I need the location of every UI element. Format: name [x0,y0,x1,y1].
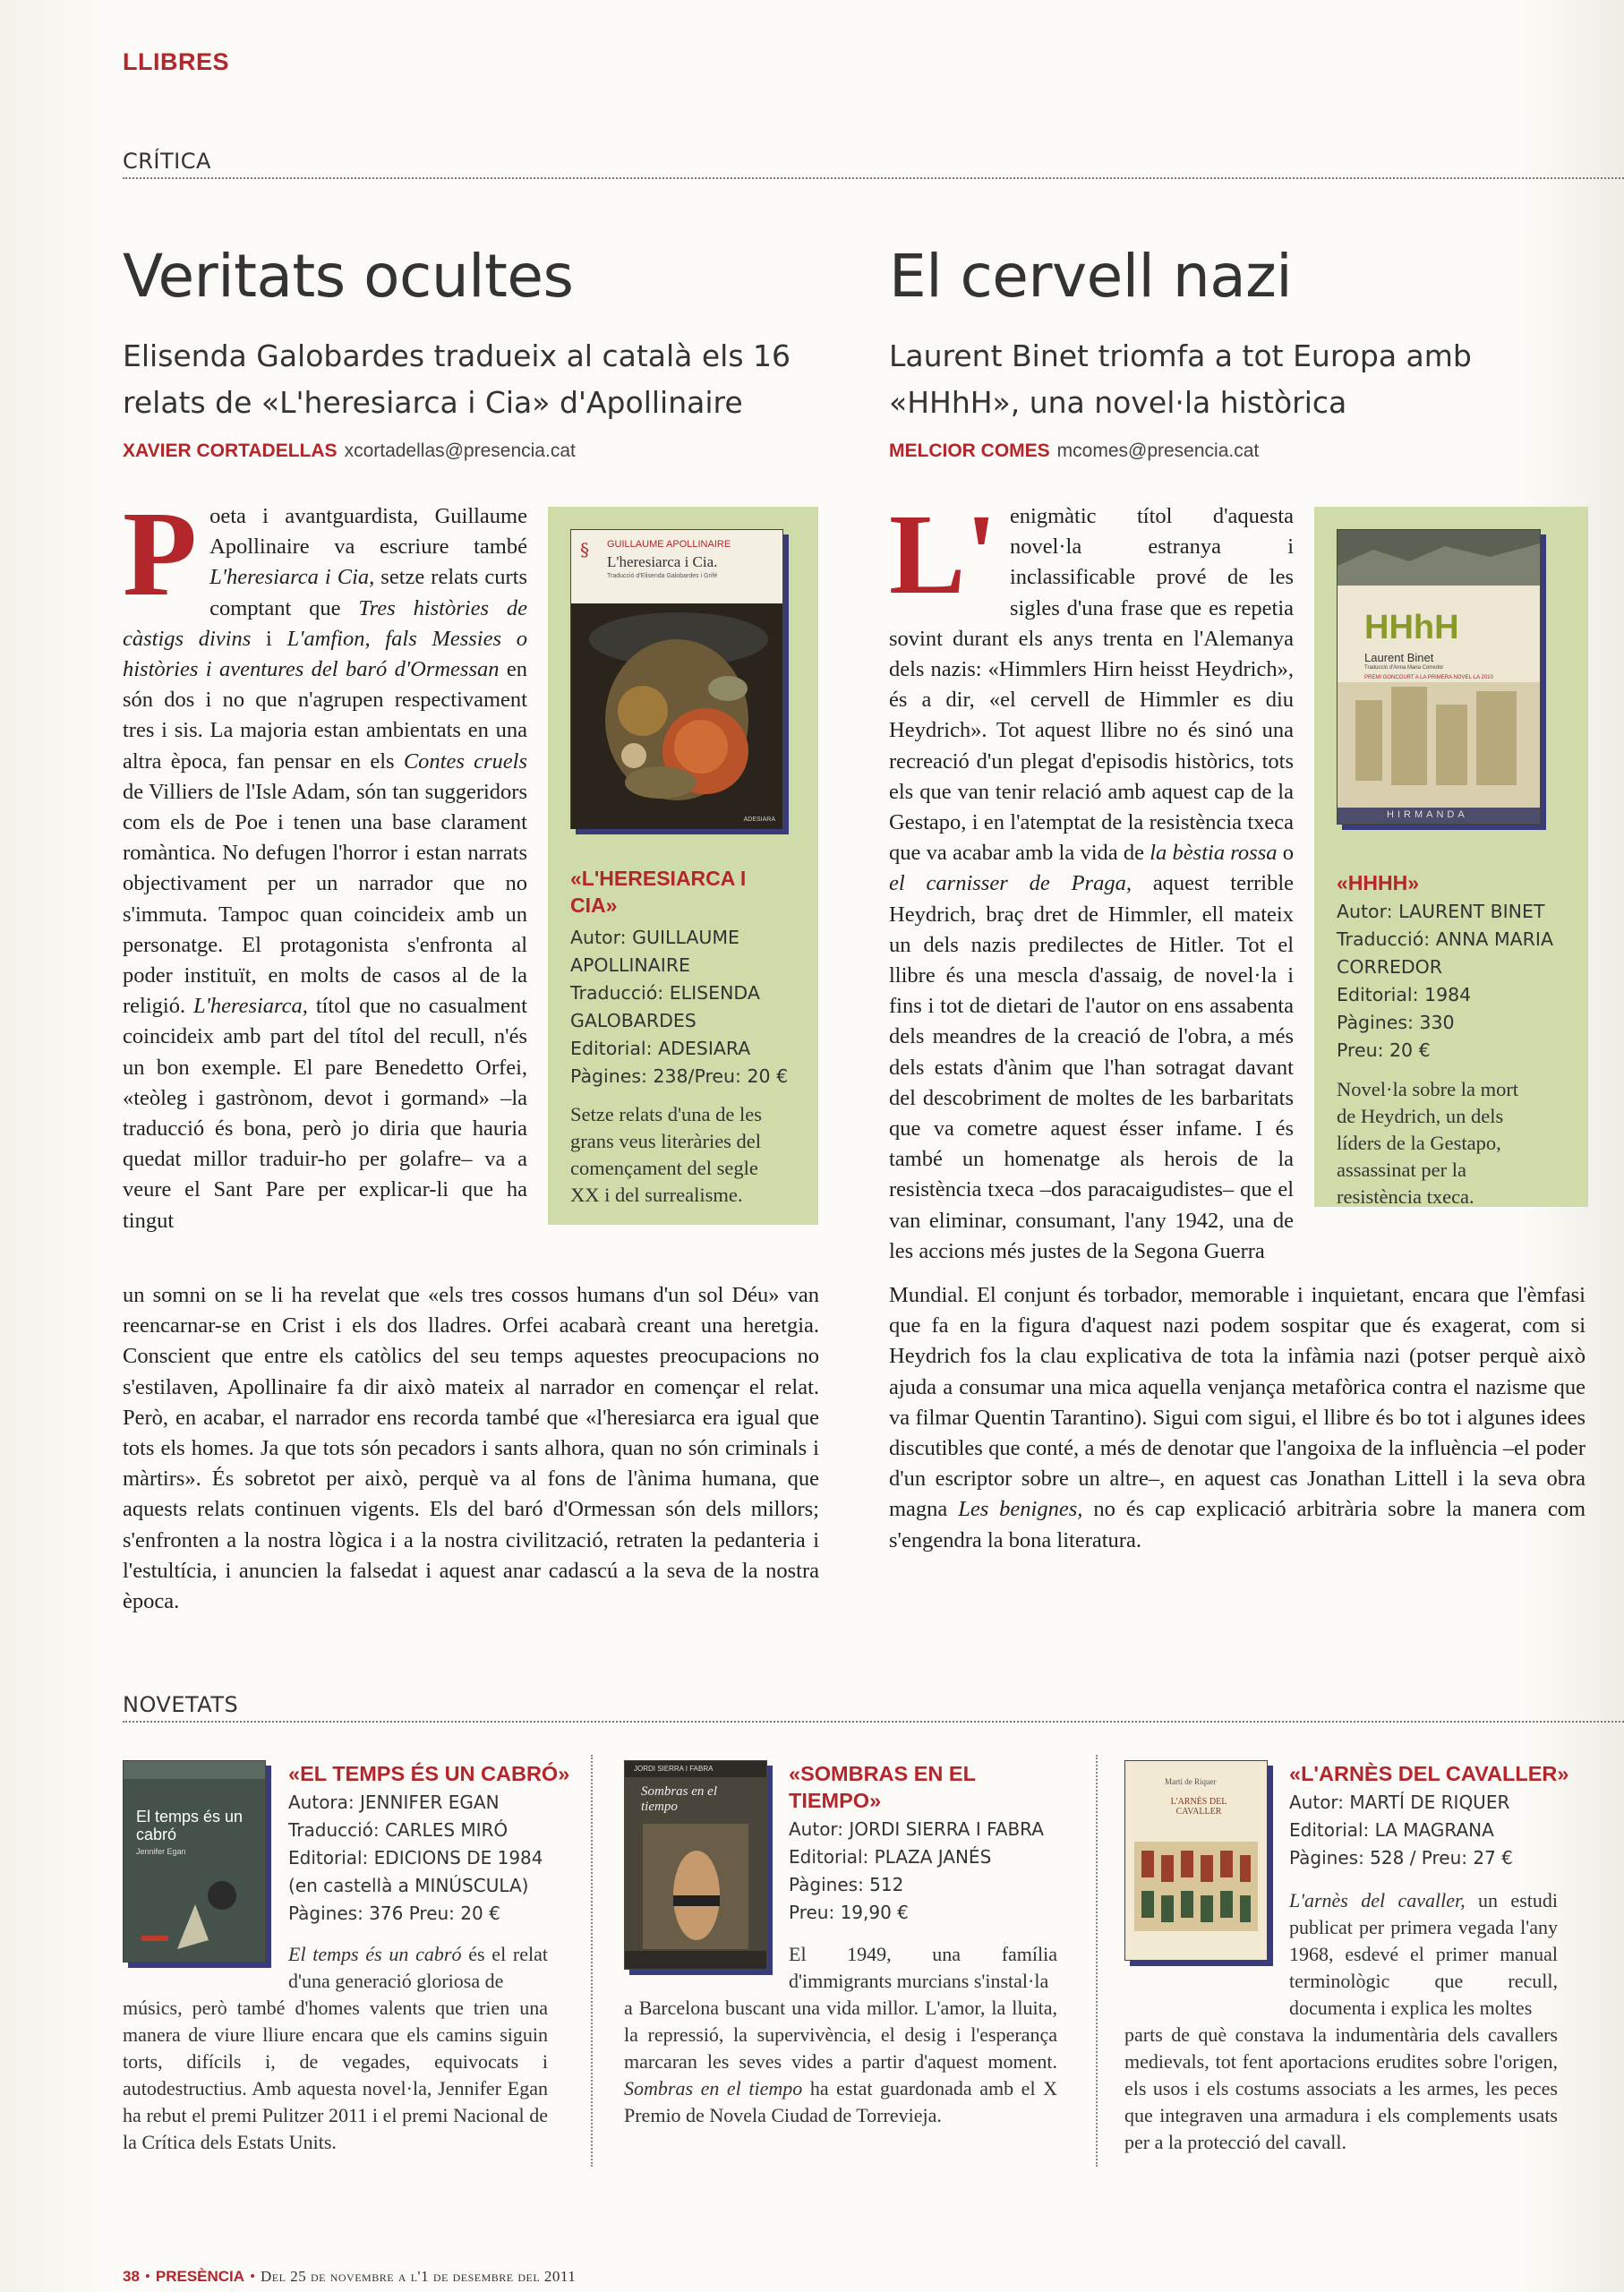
section-label: LLIBRES [123,48,230,75]
cover-author: Jennifer Egan [136,1847,186,1856]
article2-email[interactable]: mcomes@presencia.cat [1056,440,1260,461]
cover-title: Sombras en el tiempo [641,1784,717,1814]
text-run: El 1949, una família d'immigrants murcians s'instal·la [789,1943,1057,1992]
article1-body-col1 [123,501,527,1280]
text-run: setze relats curts comptant que [209,565,527,620]
desc-line: resistència txeca. [1337,1185,1474,1208]
column-divider [1096,1755,1098,2167]
article2-box-title: «HHHH» [1337,871,1420,894]
text-run-italic: L'heresiarca, [192,994,308,1019]
meta-line: GALOBARDES [570,1010,697,1031]
text-run-italic: Contes cruels [403,748,527,774]
novetat1-meta [288,1789,543,1928]
cover-subtitle: Traducció d'Elisenda Galobardes i Grifé [607,573,718,579]
meta-line: Autor: MARTÍ DE RIQUER [1289,1792,1510,1813]
novetat1-desc-bottom [123,1995,548,2156]
novetat3-title: «L'ARNÈS DEL CAVALLER» [1289,1762,1569,1785]
title-line: TIEMPO» [789,1789,882,1812]
novetat2-meta [789,1816,1044,1927]
desc-line: assassinat per la [1337,1159,1466,1181]
cover-translator: Traducció d'Anna Maria Corredor [1364,665,1444,671]
book-cover-sombras [624,1760,767,1970]
cover-title: HHhH [1364,609,1459,646]
article1-box-meta [570,924,788,1090]
meta-line: (en castellà a MINÚSCULA) [288,1875,529,1896]
novetat2-desc-top [789,1941,1057,1995]
article1-author: XAVIER CORTADELLAS [123,440,338,461]
cover-title: L'ARNÈS DEL CAVALLER [1170,1797,1227,1817]
meta-line: Traducció: CARLES MIRÓ [288,1819,509,1841]
page-footer [123,2268,576,2286]
bullet: • [250,2268,256,2285]
text-run: aquest terrible Heydrich, braç dret de Himmler, ell mateix un dels nazis predilectes de Hitler. Tot el llibre és una mescla d'assaig, de novel·la i fins i tot de dietari de l'autor on ens assabenta dels meandres de la creació de l'obra, a més dels estats d'ànim que l'han sotragat davant del descobriment de moltes de les barbaritats que va cometre aquest ésser infame. I és també un homenatge als herois de la resistència txeca –dos paracaigudistes– que el van eliminar, consumant, l'any 1942, una de les accions més justes de la Segona Guerra [889,871,1294,1263]
text-run: títol que no casualment coincideix amb part del títol del recull, n'és un bon exemple. El pare Benedetto Orfei, «teòleg i gastrònom, devot i gormand» –la traducció és bona, però jo diria que hauria quedat millor traduir-ho per golafre– va a veure el Sant Pare per explicar-li que ha tingut [123,994,527,1233]
text-run-italic: El temps és un cabró [288,1943,462,1965]
novetat3-desc-top [1289,1887,1558,2022]
critica-heading: CRÍTICA [123,149,1624,179]
novetat3-meta [1289,1789,1513,1872]
text-run-italic: Les benignes, [958,1497,1083,1522]
meta-line: Editorial: EDICIONS DE 1984 [288,1847,543,1869]
book-cover-heresiarca [570,529,783,829]
article2-dropcap: L' [889,501,997,618]
cover-author: Laurent Binet [1364,651,1434,664]
meta-line: Editorial: ADESIARA [570,1038,751,1059]
desc-line: líders de la Gestapo, [1337,1132,1501,1154]
meta-line: Pàgines: 528 / Preu: 27 € [1289,1847,1513,1869]
text-run: músics, però també d'homes valents que trien una manera de viure lliure encara que els camins siguin torts, difícils i, de vegades, equivocats i autodestructius. Amb aquesta novel·la, Jennifer Egan ha rebut el premi Pulitzer 2011 i el premi Nacional de la Crítica dels Estats Units. [123,1997,548,2153]
cover-author: JORDI SIERRA I FABRA [634,1765,714,1773]
meta-line: Pàgines: 330 [1337,1012,1455,1033]
text-run: parts de què constava la indumentària dels cavallers medievals, tot fent aportacions erudites sobre l'origen, els usos i els costums associats a les armes, les peces que integraven una armadura i els complements usats per a la protecció del cavall. [1124,2023,1558,2153]
text-run: oeta i avantguardista, Guillaume Apollinaire va escriure també [209,504,527,560]
arcimboldo-portrait-image [571,603,782,829]
text-run: és el relat d'una generació gloriosa de [288,1943,548,1992]
cover-title: L'heresiarca i Cia. [607,553,718,570]
meta-line: CORREDOR [1337,956,1443,978]
cover-publisher: ADESIARA [743,817,775,823]
cover-bottom-text: HIRMANDA [1387,809,1468,820]
text-run: i [251,626,287,651]
text-run-italic: el carnisser de Praga, [889,871,1132,896]
novetat1-title: «EL TEMPS ÉS UN CABRÓ» [288,1762,570,1785]
desc-line: grans veus literàries del [570,1130,762,1152]
article2-book-box [1314,507,1588,1207]
article2-box-meta [1337,898,1553,1065]
text-run-italic: la bèstia rossa [1150,841,1278,866]
cover-title: El temps és un cabró [136,1808,244,1843]
meta-line: Editorial: LA MAGRANA [1289,1819,1494,1841]
text-run: en són dos i no que n'agrupen respectivament tres i sis. La majoria estan ambientats en una altra època, fan pensar en els [123,657,527,774]
box-title-line: «L'HERESIARCA I [570,867,747,890]
meta-line: Editorial: PLAZA JANÉS [789,1846,992,1868]
article2-subtitle [889,333,1472,426]
text-run-italic: L'amfion, fals Messies o històries i aventures del baró d'Ormessan [123,626,527,682]
issue-date: Del 25 de novembre a l'1 de desembre del 2011 [261,2268,577,2285]
text-run: enigmàtic títol d'aquesta novel·la estranya i inclassificable prové de les sigles d'una frase que es repetia sovint durant els anys trenta en l'Alemanya dels nazis: «Himmlers Hirn heisst Heydrich», és a dir, «el cervell de Himmler es diu Heydrich». Tot aquest llibre no és sinó una recreació d'un plegat d'episodis històrics, tots els que van tenir relació amb aquest cap de la Gestapo, i en l'atemptat de la resistència txeca que va acabar amb la vida de [889,504,1294,866]
meta-line: APOLLINAIRE [570,954,691,976]
article1-book-box [548,507,818,1225]
desc-line: començament del segle [570,1157,758,1179]
text-run-italic: Tres històries de càstigs divins [123,595,527,651]
novetat3-desc-bottom [1124,2022,1558,2156]
meta-line: Traducció: ANNA MARIA [1337,928,1553,950]
desc-line: Setze relats d'una de les [570,1103,762,1125]
cover-author: Martí de Riquer [1165,1777,1217,1786]
desc-line: XX i del surrealisme. [570,1184,743,1206]
text-run: o [1277,841,1294,866]
meta-line: Pàgines: 376 Preu: 20 € [288,1903,500,1924]
book-cover-hhhh [1337,529,1541,825]
arnes-cover-image [1125,1761,1267,1960]
text-run-italic: Sombras en el tiempo [624,2077,803,2100]
meta-line: Autor: GUILLAUME [570,927,740,948]
article2-byline [889,440,1259,462]
text-run: Mundial. El conjunt és torbador, memorable i inquietant, encara que l'èmfasi que fa en la figura d'aquest nazi podem sospitar que és exagerat, com si Heydrich fos la clau explicativa de tota la infàmia nazi (potser perquè això ajuda a consumar una mica aquella venjança metafòrica contra el nazisme que va filmar Quentin Tarantino). Sigui com sigui, el llibre és bo tot i algunes idees discutibles que conté, a més de denotar que l'angoixa de la influència –el poder d'un escriptor sobre un altre–, en aquest cas Jonathan Littell i la seva obra magna [889,1283,1586,1522]
el-temps-cover-image [124,1761,265,1962]
article1-body-col1-wide: un somni on se li ha revelat que «els tres cossos humans d'un sol Déu» van reencarnar-se en Crist i els dos lladres. Orfei acabarà creant una heretgia. Conscient que entre els catòlics del seu temps aquestes preocupacions no s'estilaven, Apollinaire fa dir això mateix al narrador en començar el relat. Però, en acabar, el narrador ens recorda també que «l'heresiarca era igual que tots els homes. Ja que tots són pecadors i sants alhora, quan no són criminals i màrtirs». És sobretot per això, perquè va al fons de l'ànima humana, que aquests relats continuen vigents. Els del baró d'Ormessan són dels millors; s'enfronten a la nostra lògica i a la nostra civilització, retraten la pedanteria i l'estultícia, i anuncien la falsedat i aquest anar cadascú a la seva de la nostra època. [123,1283,819,1614]
article2-body-col [889,501,1294,1280]
article1-box-desc [570,1101,762,1209]
cover-logo-icon: § [580,539,589,560]
book-cover-el-temps [123,1760,266,1963]
article1-subtitle-line1: Elisenda Galobardes tradueix al català els 16 [123,338,791,373]
text-run: a Barcelona buscant una vida millor. L'amor, la lluita, la repressió, la supervivència, el desig i l'esperança marcaran les seves vides a partir d'aquest moment. [624,1997,1057,2073]
meta-line: Preu: 19,90 € [789,1902,909,1923]
article2-title: El cervell nazi [889,242,1293,311]
article1-subtitle-line2: relats de «L'heresiarca i Cia» d'Apollinaire [123,385,743,420]
article2-subtitle-line2: «HHhH», una novel·la històrica [889,385,1347,420]
desc-line: de Heydrich, un dels [1337,1105,1504,1127]
book-cover-arnes [1124,1760,1268,1961]
meta-line: Editorial: 1984 [1337,984,1472,1005]
article2-author: MELCIOR COMES [889,440,1050,461]
meta-line: Pàgines: 512 [789,1874,904,1895]
article1-byline [123,440,576,462]
article1-box-title [570,865,746,919]
novetat2-desc-bottom [624,1995,1057,2129]
article1-email[interactable]: xcortadellas@presencia.cat [344,440,576,461]
text-run-italic: L'arnès del cavaller, [1289,1889,1466,1911]
meta-line: Pàgines: 238/Preu: 20 € [570,1065,789,1087]
title-line: «SOMBRAS EN EL [789,1762,976,1785]
desc-line: Novel·la sobre la mort [1337,1078,1519,1100]
article2-subtitle-line1: Laurent Binet triomfa a tot Europa amb [889,338,1472,373]
text-run: no és cap explicació arbitrària sobre la manera com s'engendra la bona literatura. [889,1497,1586,1552]
cover-prize: PREMI GONCOURT A LA PRIMERA NOVEL·LA 2010 [1364,675,1493,680]
text-run: ha estat guardonada amb el X Premio de Novela Ciudad de Torrevieja. [624,2077,1058,2126]
article2-box-desc [1337,1076,1518,1210]
meta-line: Autor: JORDI SIERRA I FABRA [789,1818,1044,1840]
text-run: un estudi publicat per primera vegada l'any 1968, esdevé el primer manual terminològic que recull, documenta i explica les moltes [1289,1889,1558,2019]
text-run-italic: L'heresiarca i Cia, [209,565,375,590]
meta-line: Autora: JENNIFER EGAN [288,1792,500,1813]
bullet: • [144,2268,150,2285]
novetats-heading: NOVETATS [123,1692,1624,1723]
article2-body-col-wide [889,1280,1586,1638]
cover-author: GUILLAUME APOLLINAIRE [607,539,731,550]
novetat1-desc-top [288,1941,548,1995]
cover-header [571,530,782,603]
article1-title: Veritats ocultes [123,242,574,311]
magazine-name: PRESÈNCIA [155,2268,245,2285]
meta-line: Traducció: ELISENDA [570,982,760,1004]
page-number: 38 [123,2268,140,2285]
column-divider [591,1755,593,2167]
novetat2-title [789,1760,976,1814]
article1-dropcap: P [123,501,198,621]
meta-line: Preu: 20 € [1337,1039,1431,1061]
meta-line: Autor: LAURENT BINET [1337,901,1545,922]
text-run: de Villiers de l'Isle Adam, són tan suggeridors com els de Poe i tenen una base clarament romàntica. No defugen l'horror i estan narrats objectivament per un narrador que no s'immuta. Tampoc quan coincideix amb un personatge. El protagonista s'enfronta al poder instituït, en molts de casos al de la religió. [123,779,527,1019]
box-title-line: CIA» [570,894,618,917]
article1-subtitle [123,333,791,426]
